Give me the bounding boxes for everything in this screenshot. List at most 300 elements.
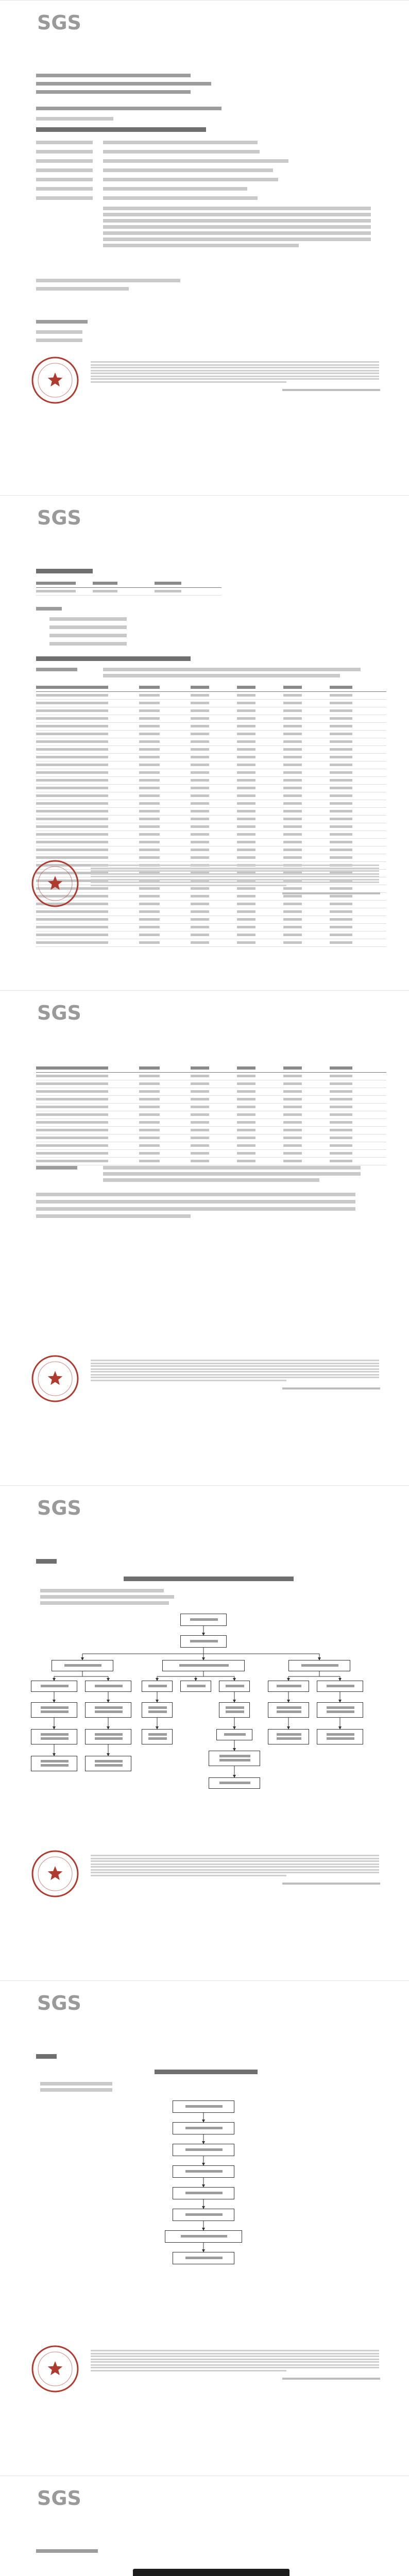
table-cell xyxy=(237,707,283,715)
text-line xyxy=(103,668,361,671)
cell-text xyxy=(36,849,108,851)
page-header xyxy=(32,540,377,549)
cell-text xyxy=(330,787,352,789)
table-cell xyxy=(330,707,386,715)
cell-text xyxy=(330,771,352,774)
cell-text xyxy=(139,910,160,913)
cell-text xyxy=(283,833,302,836)
table-cell xyxy=(237,808,283,816)
cell-text xyxy=(36,787,108,789)
text-line xyxy=(103,219,371,223)
table-cell xyxy=(330,939,386,947)
cell-text xyxy=(36,825,108,828)
flowchart-step xyxy=(142,1702,173,1718)
cell-text xyxy=(283,764,302,766)
table-row xyxy=(36,1073,386,1080)
table-cell xyxy=(283,1142,330,1150)
cell-text xyxy=(36,833,108,836)
cell-text xyxy=(36,748,108,751)
cell-text xyxy=(36,1121,108,1124)
cell-text xyxy=(283,686,302,689)
text-line xyxy=(36,159,93,163)
text-line xyxy=(49,634,127,637)
table-cell xyxy=(283,846,330,854)
step-text xyxy=(41,1685,69,1687)
text-line xyxy=(40,2082,112,2086)
table-row xyxy=(36,1158,386,1165)
text-line xyxy=(91,1858,379,1859)
flowchart-step xyxy=(317,1702,363,1718)
step-text xyxy=(277,1737,301,1740)
step-text xyxy=(41,1710,69,1713)
cell-text xyxy=(36,918,108,921)
text-line xyxy=(103,1166,361,1170)
text-line xyxy=(103,213,371,216)
footer-legal-text xyxy=(91,361,379,385)
cell-text xyxy=(237,941,255,944)
step-text xyxy=(301,1664,338,1667)
cell-text xyxy=(283,748,302,751)
cell-text xyxy=(237,779,255,782)
table-cell xyxy=(139,839,191,846)
table-cell xyxy=(139,761,191,769)
table-cell xyxy=(191,746,237,754)
cell-text xyxy=(330,1152,352,1155)
text-line xyxy=(36,117,113,121)
table-cell xyxy=(191,785,237,792)
table-cell xyxy=(36,715,139,723)
cell-text xyxy=(139,1113,160,1116)
cell-text xyxy=(139,787,160,789)
flowchart-step xyxy=(219,1681,250,1692)
table-cell xyxy=(330,1111,386,1119)
step-text xyxy=(185,2257,223,2259)
cell-text xyxy=(139,686,160,689)
cell-text xyxy=(36,733,108,735)
table-cell xyxy=(283,939,330,947)
cell-text xyxy=(36,1106,108,1108)
table-cell xyxy=(237,1150,283,1158)
table-cell xyxy=(36,831,139,839)
flowchart-step xyxy=(85,1702,131,1718)
text-line xyxy=(40,1601,169,1605)
cell-text xyxy=(191,764,209,766)
text-line xyxy=(91,876,379,877)
logo-text: SGS xyxy=(37,11,81,34)
text-line xyxy=(36,150,93,154)
table-cell xyxy=(330,700,386,707)
step-text xyxy=(219,1782,250,1784)
table-row xyxy=(36,908,386,916)
table-cell xyxy=(330,1127,386,1134)
text-line xyxy=(103,231,371,235)
text-line xyxy=(49,642,127,646)
table-cell xyxy=(237,831,283,839)
text-line xyxy=(91,1863,379,1865)
table-cell xyxy=(36,931,139,939)
flowchart-arrows xyxy=(0,1981,409,2476)
page-header xyxy=(32,2025,377,2035)
table-row xyxy=(36,831,386,839)
cell-text xyxy=(237,818,255,820)
flowchart-step xyxy=(31,1681,77,1692)
footer-legal-text xyxy=(91,1360,379,1383)
cell-text xyxy=(191,779,209,782)
text-line xyxy=(91,1363,379,1364)
table-cell xyxy=(93,579,155,588)
table-cell xyxy=(283,738,330,746)
table-cell xyxy=(330,1150,386,1158)
table-cell xyxy=(36,723,139,731)
text-line xyxy=(36,178,93,181)
cell-text xyxy=(330,748,352,751)
table-cell xyxy=(330,831,386,839)
cell-text xyxy=(237,810,255,812)
text-line xyxy=(91,1371,379,1372)
table-cell xyxy=(139,723,191,731)
cell-text xyxy=(36,856,108,859)
cell-text xyxy=(283,856,302,859)
table-row xyxy=(36,916,386,924)
cell-text xyxy=(237,1090,255,1093)
table-cell xyxy=(191,816,237,823)
table-cell xyxy=(191,800,237,808)
table-cell xyxy=(36,1142,139,1150)
flowchart-step xyxy=(31,1729,77,1744)
text-line xyxy=(40,2088,112,2092)
cell-text xyxy=(36,590,76,592)
text-line xyxy=(103,141,258,144)
cell-text xyxy=(237,787,255,789)
cell-text xyxy=(139,702,160,704)
table-cell xyxy=(330,683,386,692)
table-cell xyxy=(139,792,191,800)
table-cell xyxy=(139,692,191,700)
text-line xyxy=(91,372,379,374)
table-cell xyxy=(237,854,283,862)
step-text xyxy=(148,1706,167,1709)
table-cell xyxy=(237,1158,283,1165)
cell-text xyxy=(237,717,255,720)
table-cell xyxy=(330,1088,386,1096)
table-row xyxy=(36,939,386,947)
step-text xyxy=(327,1710,354,1713)
table-cell xyxy=(283,1134,330,1142)
cell-text xyxy=(283,1090,302,1093)
table-cell xyxy=(36,839,139,846)
table-cell xyxy=(36,785,139,792)
step-text xyxy=(226,1710,244,1713)
text-line xyxy=(91,1860,379,1862)
cell-text xyxy=(237,1098,255,1100)
logo-text: SGS xyxy=(37,506,81,529)
cell-text xyxy=(139,1090,160,1093)
cell-text xyxy=(283,903,302,905)
sgs-logo-icon xyxy=(36,1001,96,1025)
step-text xyxy=(327,1737,354,1740)
cell-text xyxy=(36,582,76,585)
table-cell xyxy=(283,754,330,761)
cell-text xyxy=(283,1160,302,1162)
text-line xyxy=(91,2364,379,2366)
table-cell xyxy=(237,908,283,916)
table-cell xyxy=(139,1142,191,1150)
text-line xyxy=(36,196,93,200)
step-text xyxy=(226,1685,244,1687)
cell-text xyxy=(237,771,255,774)
cell-text xyxy=(330,794,352,797)
step-text xyxy=(95,1737,123,1740)
text-line xyxy=(36,338,82,342)
table-cell xyxy=(36,1127,139,1134)
table-cell xyxy=(237,816,283,823)
step-text xyxy=(327,1685,354,1687)
text-line xyxy=(91,2361,379,2363)
table-cell xyxy=(36,1134,139,1142)
flowchart-step xyxy=(216,1729,252,1740)
table-cell xyxy=(36,1080,139,1088)
step-text xyxy=(190,1618,218,1621)
cell-text xyxy=(139,764,160,766)
cell-text xyxy=(139,740,160,743)
table-row xyxy=(36,1119,386,1127)
cell-text xyxy=(330,903,352,905)
cell-text xyxy=(36,1075,108,1077)
text-line xyxy=(36,82,211,86)
table-cell xyxy=(330,846,386,854)
table-cell xyxy=(191,1119,237,1127)
table-cell xyxy=(237,1073,283,1080)
official-seal-icon xyxy=(31,1354,79,1403)
page-header xyxy=(32,1035,377,1044)
table-cell xyxy=(237,785,283,792)
cell-text xyxy=(139,725,160,727)
table-row xyxy=(36,731,386,738)
flowchart-step xyxy=(180,1681,211,1692)
table-cell xyxy=(330,808,386,816)
cell-text xyxy=(330,918,352,921)
text-line xyxy=(103,207,371,210)
cell-text xyxy=(237,849,255,851)
table-cell xyxy=(36,823,139,831)
table-cell xyxy=(191,1134,237,1142)
text-line xyxy=(103,168,273,172)
table-cell xyxy=(283,1073,330,1080)
table-cell xyxy=(237,1142,283,1150)
table-cell xyxy=(139,931,191,939)
table-cell xyxy=(283,1080,330,1088)
cell-text xyxy=(330,910,352,913)
cell-text xyxy=(330,941,352,944)
cell-text xyxy=(191,802,209,805)
cell-text xyxy=(139,1160,160,1162)
flowchart-step xyxy=(52,1660,113,1671)
cell-text xyxy=(191,686,209,689)
cell-text xyxy=(191,810,209,812)
cell-text xyxy=(139,825,160,828)
table-cell xyxy=(283,901,330,908)
step-text xyxy=(185,2148,223,2151)
cell-text xyxy=(237,1082,255,1085)
cell-text xyxy=(191,825,209,828)
cell-text xyxy=(330,1098,352,1100)
flowchart-step xyxy=(85,1729,131,1744)
official-seal-icon xyxy=(31,1850,79,1898)
step-text xyxy=(41,1764,69,1767)
footer-legal-text xyxy=(91,1855,379,1878)
table-cell xyxy=(139,808,191,816)
text-line xyxy=(36,2054,57,2059)
table-row xyxy=(36,839,386,846)
table-row xyxy=(36,1142,386,1150)
cell-text xyxy=(283,702,302,704)
text-line xyxy=(103,1172,361,1176)
table-cell xyxy=(139,777,191,785)
cell-text xyxy=(330,702,352,704)
cell-text xyxy=(237,1066,255,1070)
table-cell xyxy=(139,731,191,738)
step-text xyxy=(327,1733,354,1736)
cell-text xyxy=(283,1075,302,1077)
cell-text xyxy=(191,1121,209,1124)
cell-text xyxy=(191,740,209,743)
step-text xyxy=(185,2192,223,2194)
cell-text xyxy=(237,1106,255,1108)
text-line xyxy=(103,225,371,229)
cell-text xyxy=(283,1066,302,1070)
footer-member-note xyxy=(282,389,380,393)
cell-text xyxy=(191,849,209,851)
cell-text xyxy=(36,756,108,758)
cell-text xyxy=(237,841,255,843)
cell-text xyxy=(139,779,160,782)
cell-text xyxy=(191,1113,209,1116)
step-text xyxy=(277,1733,301,1736)
text-line xyxy=(91,1368,379,1370)
table-cell xyxy=(283,692,330,700)
cell-text xyxy=(191,748,209,751)
table-cell xyxy=(139,715,191,723)
cell-text xyxy=(191,1160,209,1162)
step-text xyxy=(64,1664,101,1667)
step-text xyxy=(224,1733,246,1736)
table-cell xyxy=(283,839,330,846)
cell-text xyxy=(139,934,160,936)
flowchart-step xyxy=(268,1681,309,1692)
cell-text xyxy=(36,841,108,843)
cell-text xyxy=(330,926,352,928)
cell-text xyxy=(36,1129,108,1131)
step-text xyxy=(148,1710,167,1713)
cell-text xyxy=(330,802,352,805)
table-cell xyxy=(191,1073,237,1080)
text-line xyxy=(91,2370,286,2371)
results-table xyxy=(36,579,221,596)
text-line xyxy=(91,2353,379,2354)
flowchart-step xyxy=(317,1681,363,1692)
cell-text xyxy=(237,725,255,727)
flowchart-step xyxy=(162,1660,245,1671)
table-cell xyxy=(330,1080,386,1088)
table-cell xyxy=(237,939,283,947)
step-text xyxy=(277,1710,301,1713)
cell-text xyxy=(330,825,352,828)
cell-text xyxy=(237,709,255,712)
text-line xyxy=(91,1380,286,1381)
cell-text xyxy=(283,1121,302,1124)
cell-text xyxy=(237,733,255,735)
cell-text xyxy=(36,702,108,704)
sgs-logo-icon xyxy=(36,1496,96,1520)
table-cell xyxy=(36,731,139,738)
table-cell xyxy=(237,916,283,924)
sgs-logo-icon xyxy=(36,2486,96,2510)
table-cell xyxy=(330,1119,386,1127)
flowchart-step xyxy=(173,2100,234,2113)
table-cell xyxy=(139,1127,191,1134)
table-row xyxy=(36,683,386,692)
table-cell xyxy=(237,792,283,800)
text-line xyxy=(91,376,379,377)
table-cell xyxy=(283,1111,330,1119)
text-line xyxy=(282,1883,380,1885)
cell-text xyxy=(36,926,108,928)
table-cell xyxy=(283,777,330,785)
cell-text xyxy=(139,833,160,836)
table-cell xyxy=(191,916,237,924)
step-text xyxy=(277,1706,301,1709)
cell-text xyxy=(191,1082,209,1085)
table-cell xyxy=(237,1127,283,1134)
table-cell xyxy=(283,792,330,800)
table-cell xyxy=(36,1104,139,1111)
cell-text xyxy=(330,717,352,720)
table-row xyxy=(36,715,386,723)
cell-text xyxy=(139,849,160,851)
cell-text xyxy=(330,740,352,743)
table-cell xyxy=(36,916,139,924)
table-cell xyxy=(191,792,237,800)
text-line xyxy=(36,141,93,144)
cell-text xyxy=(283,740,302,743)
cell-text xyxy=(191,1090,209,1093)
table-row xyxy=(36,579,221,588)
cell-text xyxy=(237,1160,255,1162)
cell-text xyxy=(283,725,302,727)
table-cell xyxy=(330,777,386,785)
text-line xyxy=(91,1365,379,1367)
table-cell xyxy=(283,916,330,924)
footer-member-note xyxy=(282,2378,380,2382)
table-cell xyxy=(36,939,139,947)
table-cell xyxy=(139,823,191,831)
cell-text xyxy=(330,756,352,758)
table-cell xyxy=(36,908,139,916)
cell-text xyxy=(139,802,160,805)
table-row xyxy=(36,1127,386,1134)
table-cell xyxy=(191,924,237,931)
cell-text xyxy=(36,1137,108,1139)
table-cell xyxy=(36,1073,139,1080)
table-cell xyxy=(330,1142,386,1150)
table-cell xyxy=(36,808,139,816)
cell-text xyxy=(36,802,108,805)
cell-text xyxy=(237,794,255,797)
cell-text xyxy=(283,756,302,758)
table-cell xyxy=(330,1073,386,1080)
table-row xyxy=(36,1111,386,1119)
cell-text xyxy=(191,1066,209,1070)
